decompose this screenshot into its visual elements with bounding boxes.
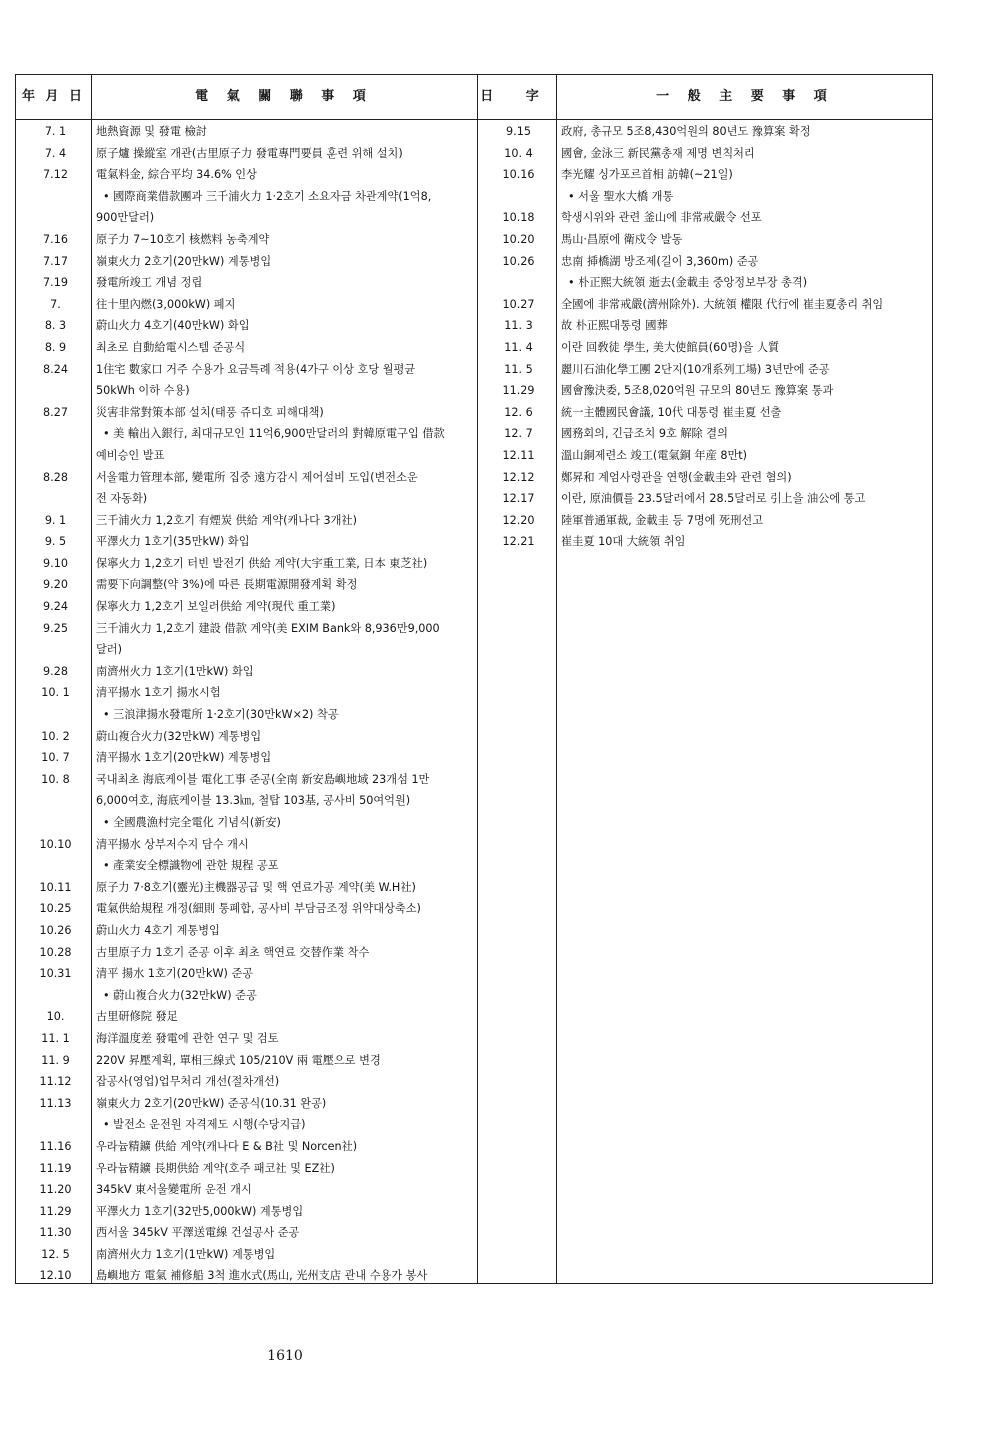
row-event-text: 蔚山火力 4호기 계통병입 <box>96 923 220 937</box>
row-date: 12. 7 <box>504 427 533 441</box>
row-date <box>18 207 93 229</box>
row-event-text: 往十里內燃(3,000kW) 폐지 <box>96 297 236 311</box>
row-date: 9.15 <box>506 125 531 138</box>
row-date: 10.25 <box>39 902 72 916</box>
row-date: 10.18 <box>502 211 535 225</box>
row-event-text: 古里研修院 發足 <box>96 1010 178 1024</box>
row-event-text: 忠南 揷橋湖 방조제(길이 3,360m) 준공 <box>561 254 759 268</box>
row-event-text: • 서울 聖水大橋 개통 <box>568 189 674 203</box>
row-event-text: 電氣供給規程 개정(細則 통폐합, 공사비 부담금조정 위약대상축소) <box>96 902 421 916</box>
row-event-text: 南濟州火力 1호기(1만kW) 계통병입 <box>96 1247 276 1261</box>
row-event-text: 서울電力管理本部, 變電所 집중 遠方감시 제어설비 도입(변전소운 <box>96 470 418 484</box>
row-event-text: 蔚山複合火力(32만kW) 계통병입 <box>96 729 262 743</box>
row-date: 11.30 <box>39 1226 72 1240</box>
row-event-text: 잡공사(영업)업무처리 개선(절차개선) <box>96 1075 280 1089</box>
row-event-text: 6,000여호, 海底케이블 13.3㎞, 철탑 103基, 공사비 50여억원) <box>96 794 411 808</box>
row-date: 12.10 <box>39 1269 72 1283</box>
row-date: 11. 4 <box>504 340 533 354</box>
row-event-text: 全國에 非常戒嚴(濟州除外). 大統領 權限 代行에 崔圭夏총리 취임 <box>561 297 884 311</box>
row-date: 9. 1 <box>44 513 67 527</box>
row-event-text: 發電所竣工 개념 정립 <box>96 276 203 290</box>
row-date: 10.28 <box>39 945 72 959</box>
row-event-text: 災害非常對策本部 설치(태풍 쥬디호 피해대책) <box>96 405 324 419</box>
row-event-text: 古里原子力 1호기 준공 이후 최초 핵연료 交替作業 착수 <box>96 945 370 959</box>
row-event-text: 國務회의, 긴급조치 9호 解除 결의 <box>561 427 728 441</box>
row-event-text: 220V 昇壓계획, 單相三線式 105/210V 兩 電壓으로 변경 <box>96 1053 381 1067</box>
row-event-text: 우라늄精鑛 長期供給 계약(호주 패코社 및 EZ社) <box>96 1161 335 1175</box>
row-event-text: 溫山銅제련소 竣工(電氣銅 年産 8만t) <box>561 448 748 462</box>
row-event-text: • 產業安全標識物에 관한 規程 공포 <box>103 859 279 873</box>
row-event-text: 嶺東火力 2호기(20만kW) 계통병입 <box>96 254 272 268</box>
page-number: 1610 <box>267 1348 303 1364</box>
row-event-text: 島嶼地方 電氣 補修船 3척 進水式(馬山, 光州支店 관내 수용가 봉사 <box>96 1269 428 1283</box>
row-event-text: 國會, 金泳三 新民黨총재 제명 변칙처리 <box>561 146 755 160</box>
row-date: 7. <box>50 297 61 311</box>
row-date: 7.16 <box>43 232 68 246</box>
right-date-column <box>477 119 558 553</box>
row-date <box>479 186 558 208</box>
row-date: 7.17 <box>43 254 68 268</box>
row-event-text: 清平 揚水 1호기(20만kW) 준공 <box>96 967 254 981</box>
row-date: 7.19 <box>43 276 68 290</box>
row-event-text: 李光耀 싱가포르首相 訪韓(~21일) <box>561 168 733 182</box>
row-date: 10. 1 <box>41 686 70 700</box>
row-date: 12. 5 <box>41 1247 70 1261</box>
row-event-text: 이란, 原油價를 23.5달러에서 28.5달러로 引上을 油公에 통고 <box>561 492 866 506</box>
row-date: 9.28 <box>43 664 68 678</box>
row-event-text: 三千浦火力 1,2호기 有煙炭 供給 계약(캐나다 3개社) <box>96 513 357 527</box>
row-date: 10.27 <box>502 297 535 311</box>
row-date: 10.10 <box>39 837 72 851</box>
row-date: 10.26 <box>502 254 535 268</box>
row-date: 10.31 <box>39 967 72 981</box>
row-event-text: 예비승인 발표 <box>96 448 165 462</box>
row-event-text: • 全國農漁村完全電化 기념식(新安) <box>103 816 281 829</box>
row-event-text: 鄭昇和 계엄사령관을 연행(金載圭와 관련 혐의) <box>561 470 792 484</box>
row-event-text: • 美 輸出入銀行, 최대규모인 11억6,900만달러의 對韓原電구입 借款 <box>103 427 445 441</box>
header-general-events: 一 般 主 要 事 項 <box>656 89 834 104</box>
row-event-text: 保寧火力 1,2호기 터빈 발전기 供給 계약(大宇重工業, 日本 東芝社) <box>96 556 428 570</box>
row-date: 9. 5 <box>44 535 67 549</box>
row-event-text: 平澤火力 1호기(32만5,000kW) 계통병입 <box>96 1204 304 1218</box>
row-event-text: 統一主體國民會議, 10代 대통령 崔圭夏 선출 <box>561 405 782 419</box>
row-date: 8.28 <box>43 470 68 484</box>
row-date: 9.10 <box>43 556 68 570</box>
row-date: 12. 6 <box>504 405 533 419</box>
row-date <box>18 855 93 877</box>
left-date-column <box>16 119 93 1287</box>
row-event-text: 달러) <box>96 643 122 657</box>
row-date <box>18 790 93 812</box>
header-electric-events: 電 氣 關 聯 事 項 <box>195 89 373 104</box>
row-event-text: 三千浦火力 1,2호기 建設 借款 계약(美 EXIM Bank와 8,936만9,000 <box>96 621 440 635</box>
row-event-text: 政府, 총규모 5조8,430억원의 80년도 豫算案 확정 <box>561 125 811 138</box>
row-event-text: 故 朴正熙대통령 國葬 <box>561 319 668 333</box>
row-date: 8. 3 <box>44 319 67 333</box>
row-event-text: 原子力 7·8호기(靈光)主機器공급 및 핵 연료가공 계약(美 W.H社) <box>96 880 416 894</box>
row-date <box>18 639 93 661</box>
row-date: 8.27 <box>43 405 68 419</box>
right-event-column <box>557 119 933 553</box>
row-event-text: 西서울 345kV 平澤送電線 건설공사 준공 <box>96 1226 300 1240</box>
row-event-text: 需要下向調整(약 3%)에 따른 長期電源開發계획 확정 <box>96 578 358 592</box>
row-date: 10. 8 <box>41 772 70 786</box>
row-date: 10.26 <box>39 923 72 937</box>
row-date: 10. 4 <box>504 146 533 160</box>
row-event-text: • 발전소 운전원 자격제도 시행(수당지급) <box>103 1118 306 1132</box>
left-event-column <box>92 119 476 1287</box>
row-date: 10.11 <box>39 880 72 894</box>
row-event-text: 清平揚水 1호기(20만kW) 계통병입 <box>96 751 272 765</box>
row-date: 12.20 <box>502 513 535 527</box>
row-date: 7.12 <box>43 168 68 182</box>
row-event-text: • 蔚山複合火力(32만kW) 준공 <box>103 988 257 1002</box>
row-date: 11.16 <box>39 1139 72 1153</box>
row-event-text: 崔圭夏 10대 大統領 취임 <box>561 535 686 549</box>
row-date: 8.24 <box>43 362 68 376</box>
row-event-text: 嶺東火力 2호기(20만kW) 준공식(10.31 완공) <box>96 1096 327 1110</box>
row-date <box>18 985 93 1007</box>
row-date: 11.19 <box>39 1161 72 1175</box>
row-date <box>18 186 93 208</box>
row-event-text: 原子爐 操縱室 개관(古里原子力 發電專門要員 훈련 위해 설치) <box>96 146 403 160</box>
row-date: 11.29 <box>39 1204 72 1218</box>
row-date <box>479 272 558 294</box>
row-date: 11. 1 <box>41 1031 70 1045</box>
row-date: 11.13 <box>39 1096 72 1110</box>
header-date-right: 日 字 <box>480 89 553 104</box>
row-event-text: 平澤火力 1호기(35만kW) 화입 <box>96 535 250 549</box>
row-event-text: 345kV 東서울變電所 운전 개시 <box>96 1183 252 1197</box>
row-event-text: • 朴正熙大統領 逝去(金載圭 중앙정보부장 총격) <box>568 276 808 290</box>
row-event-text: 保寧火力 1,2호기 보일러供給 계약(現代 重工業) <box>96 600 336 614</box>
row-date: 9.25 <box>43 621 68 635</box>
header-date-left: 年 月 日 <box>21 89 86 104</box>
row-event-text: • 國際商業借款團과 三千浦火力 1·2호기 소요자금 차관계약(1억8, <box>103 189 432 203</box>
row-event-text: 900만달러) <box>96 211 155 225</box>
row-event-text: 1住宅 數家口 거주 수용가 요금특례 적용(4가구 이상 호당 월평균 <box>96 362 416 376</box>
row-date <box>18 812 93 834</box>
row-event-text: 50kWh 이하 수용) <box>96 384 190 398</box>
row-event-text: 麗川石油化學工團 2단지(10개系列工場) 3년만에 준공 <box>561 362 830 376</box>
chronology-table <box>15 74 933 1284</box>
row-event-text: 최초로 自動給電시스템 준공식 <box>96 340 246 354</box>
row-event-text: 電氣料金, 綜合平均 34.6% 인상 <box>96 168 257 182</box>
row-event-text: 清平揚水 상부저수지 담수 개시 <box>96 837 249 851</box>
row-date: 11. 9 <box>41 1053 70 1067</box>
row-date: 12.17 <box>502 492 535 506</box>
row-date <box>18 1114 93 1136</box>
row-event-text: 清平揚水 1호기 揚水시험 <box>96 686 221 700</box>
row-date: 8. 9 <box>44 340 67 354</box>
row-date: 11.29 <box>502 384 535 398</box>
row-date: 11. 3 <box>504 319 533 333</box>
row-date: 9.24 <box>43 600 68 614</box>
row-event-text: • 三浪津揚水發電所 1·2호기(30만kW×2) 착공 <box>103 708 339 722</box>
row-event-text: 國會豫決委, 5조8,020억원 규모의 80년도 豫算案 통과 <box>561 384 834 398</box>
row-date <box>18 380 93 402</box>
row-date: 12.11 <box>502 448 535 462</box>
row-event-text: 海洋溫度差 發電에 관한 연구 및 검토 <box>96 1031 279 1045</box>
row-date: 10.20 <box>502 232 535 246</box>
row-date: 10. 7 <box>41 751 70 765</box>
row-date: 10. 2 <box>41 729 70 743</box>
row-event-text: 馬山·昌原에 衛戍令 발동 <box>561 232 683 246</box>
row-event-text: 地熱資源 및 發電 檢討 <box>96 125 207 138</box>
row-date <box>18 423 93 445</box>
row-date: 12.21 <box>502 535 535 549</box>
row-date: 9.20 <box>43 578 68 592</box>
row-event-text: 학생시위와 관련 釜山에 非常戒嚴令 선포 <box>561 211 762 225</box>
row-date: 12.12 <box>502 470 535 484</box>
row-event-text: 原子力 7~10호기 核燃料 농축계약 <box>96 232 270 246</box>
row-date: 7. 1 <box>44 125 67 138</box>
row-event-text: 국내최초 海底케이블 電化工事 준공(全南 新安島嶼地域 23개섬 1만 <box>96 772 430 786</box>
row-date <box>18 704 93 726</box>
row-event-text: 蔚山火力 4호기(40만kW) 화입 <box>96 319 250 333</box>
row-date: 11. 5 <box>504 362 533 376</box>
row-date: 10.16 <box>502 168 535 182</box>
row-event-text: 南濟州火力 1호기(1만kW) 화입 <box>96 664 254 678</box>
row-event-text: 陸軍普通軍裁, 金載圭 등 7명에 死刑선고 <box>561 513 763 527</box>
row-event-text: 이란 回敎徒 學生, 美大使館員(60명)을 人質 <box>561 340 780 354</box>
row-date <box>18 488 93 510</box>
row-event-text: 우라늄精鑛 供給 계약(캐나다 E & B社 및 Norcen社) <box>96 1139 358 1153</box>
row-date: 10. <box>46 1010 65 1024</box>
row-date: 11.12 <box>39 1075 72 1089</box>
row-date <box>18 445 93 467</box>
row-date: 7. 4 <box>44 146 67 160</box>
row-event-text: 전 자동화) <box>96 492 148 506</box>
row-date: 11.20 <box>39 1183 72 1197</box>
